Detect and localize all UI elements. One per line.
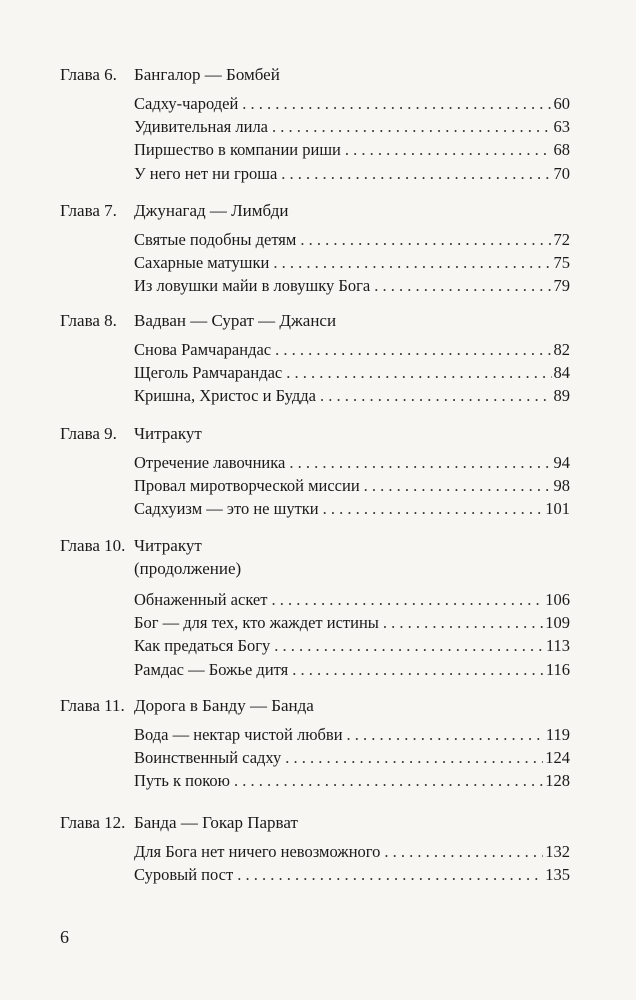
entry-page: 132 xyxy=(545,842,570,861)
dot-leader xyxy=(234,769,543,792)
chapter-label: Глава 9. xyxy=(60,424,117,443)
entry-page: 68 xyxy=(553,140,570,160)
dot-leader xyxy=(285,746,543,769)
toc-entry xyxy=(134,361,570,384)
toc-entry xyxy=(134,138,570,161)
entry-page: 98 xyxy=(553,476,570,496)
chapter-title: Банда — Гокар Парват xyxy=(134,813,298,832)
entry-title: У него нет ни гроша xyxy=(134,163,278,183)
chapter-title: Читракут xyxy=(134,424,202,443)
toc-entry xyxy=(134,863,570,886)
entry-title: Отречение лавочника xyxy=(134,453,286,472)
chapter-entries xyxy=(134,228,570,298)
chapter-title-continuation: (продолжение) xyxy=(134,559,242,578)
entry-title: Садхуизм — это не шутки xyxy=(134,499,319,519)
entry-page: 109 xyxy=(545,613,570,633)
dot-leader xyxy=(323,497,544,520)
entry-page: 119 xyxy=(545,725,570,744)
entry-title: Обнаженный аскет xyxy=(134,590,268,609)
toc-entry xyxy=(134,92,570,115)
entry-title: Сахарные матушки xyxy=(134,253,270,273)
chapter-label: Глава 10. xyxy=(60,536,126,555)
entry-title: Пиршество в компании риши xyxy=(134,140,341,160)
entry-title: Снова Рамчарандас xyxy=(134,340,272,359)
toc-entry xyxy=(134,769,570,792)
chapter-entries xyxy=(134,588,570,681)
entry-page: 70 xyxy=(553,163,570,183)
entry-title: Суровый пост xyxy=(134,865,234,885)
toc-entry xyxy=(134,611,570,634)
entry-title: Провал миротворческой миссии xyxy=(134,476,360,496)
entry-title: Удивительная лила xyxy=(134,117,268,137)
chapter-label: Глава 12. xyxy=(60,813,126,832)
toc-entry xyxy=(134,251,570,274)
dot-leader xyxy=(292,658,544,681)
entry-page: 84 xyxy=(553,363,570,383)
chapter-entries xyxy=(134,338,570,408)
entry-page: 101 xyxy=(545,499,570,519)
dot-leader xyxy=(272,115,552,138)
chapter-entries xyxy=(134,840,570,886)
entry-page: 124 xyxy=(545,748,570,768)
dot-leader xyxy=(281,162,551,185)
entry-title: Воинственный садху xyxy=(134,748,282,768)
toc-entry xyxy=(134,384,570,407)
dot-leader xyxy=(271,588,543,611)
toc-entry xyxy=(134,474,570,497)
dot-leader xyxy=(289,451,551,474)
dot-leader xyxy=(242,92,551,115)
entry-title: Из ловушки майи в ловушку Бога xyxy=(134,276,371,296)
dot-leader xyxy=(364,474,552,497)
dot-leader xyxy=(237,863,543,886)
entry-page: 60 xyxy=(553,94,570,113)
entry-title: Как предаться Богу xyxy=(134,636,271,656)
dot-leader xyxy=(273,251,551,274)
entry-page: 63 xyxy=(553,117,570,137)
chapter-label: Глава 7. xyxy=(60,201,117,220)
toc-entry xyxy=(134,274,570,297)
dot-leader xyxy=(383,611,543,634)
entry-title: Садху-чародей xyxy=(134,94,239,113)
chapter-entries xyxy=(134,451,570,521)
entry-page: 113 xyxy=(545,636,570,656)
dot-leader xyxy=(384,840,543,863)
entry-page: 72 xyxy=(553,230,570,249)
chapter-label: Глава 11. xyxy=(60,696,125,715)
chapter-entries xyxy=(134,723,570,793)
entry-page: 79 xyxy=(553,276,570,296)
chapter-title: Джунагад — Лимбди xyxy=(134,201,289,220)
entry-page: 116 xyxy=(545,659,570,679)
entry-page: 75 xyxy=(553,253,570,273)
entry-page: 89 xyxy=(553,386,570,406)
chapter-title: Читракут xyxy=(134,536,202,555)
entry-page: 106 xyxy=(545,590,570,609)
entry-title: Путь к покою xyxy=(134,771,231,791)
dot-leader xyxy=(275,338,551,361)
toc-entry xyxy=(134,634,570,657)
entry-page: 128 xyxy=(545,771,570,791)
entry-title: Кришна, Христос и Будда xyxy=(134,386,316,406)
toc-entry xyxy=(134,115,570,138)
toc-entry xyxy=(134,746,570,769)
chapter-title: Бангалор — Бомбей xyxy=(134,65,280,84)
chapter-label: Глава 8. xyxy=(60,311,117,330)
dot-leader xyxy=(274,634,544,657)
dot-leader xyxy=(320,384,552,407)
dot-leader xyxy=(345,138,552,161)
chapter-label: Глава 6. xyxy=(60,65,117,84)
toc-entry xyxy=(134,497,570,520)
chapter-title: Вадван — Сурат — Джанси xyxy=(134,311,337,330)
chapter-title: Дорога в Банду — Банда xyxy=(134,696,314,715)
toc-entry xyxy=(134,228,570,251)
entry-page: 82 xyxy=(553,340,570,359)
dot-leader xyxy=(374,274,551,297)
entry-title: Вода — нектар чистой любви xyxy=(134,725,343,744)
entry-title: Рамдас — Божье дитя xyxy=(134,659,289,679)
entry-title: Бог — для тех, кто жаждет истины xyxy=(134,613,379,633)
toc-entry xyxy=(134,451,570,474)
dot-leader xyxy=(286,361,551,384)
chapter-entries xyxy=(134,92,570,185)
toc-entry xyxy=(134,338,570,361)
page-number: 6 xyxy=(60,927,69,947)
toc-entry xyxy=(134,162,570,185)
entry-page: 135 xyxy=(545,865,570,885)
toc-entry xyxy=(134,658,570,681)
toc-entry xyxy=(134,588,570,611)
entry-page: 94 xyxy=(553,453,570,472)
toc-entry xyxy=(134,840,570,863)
entry-title: Святые подобны детям xyxy=(134,230,297,249)
dot-leader xyxy=(347,723,544,746)
entry-title: Для Бога нет ничего невозможного xyxy=(134,842,381,861)
toc-entry xyxy=(134,723,570,746)
dot-leader xyxy=(300,228,551,251)
entry-title: Щеголь Рамчарандас xyxy=(134,363,283,383)
